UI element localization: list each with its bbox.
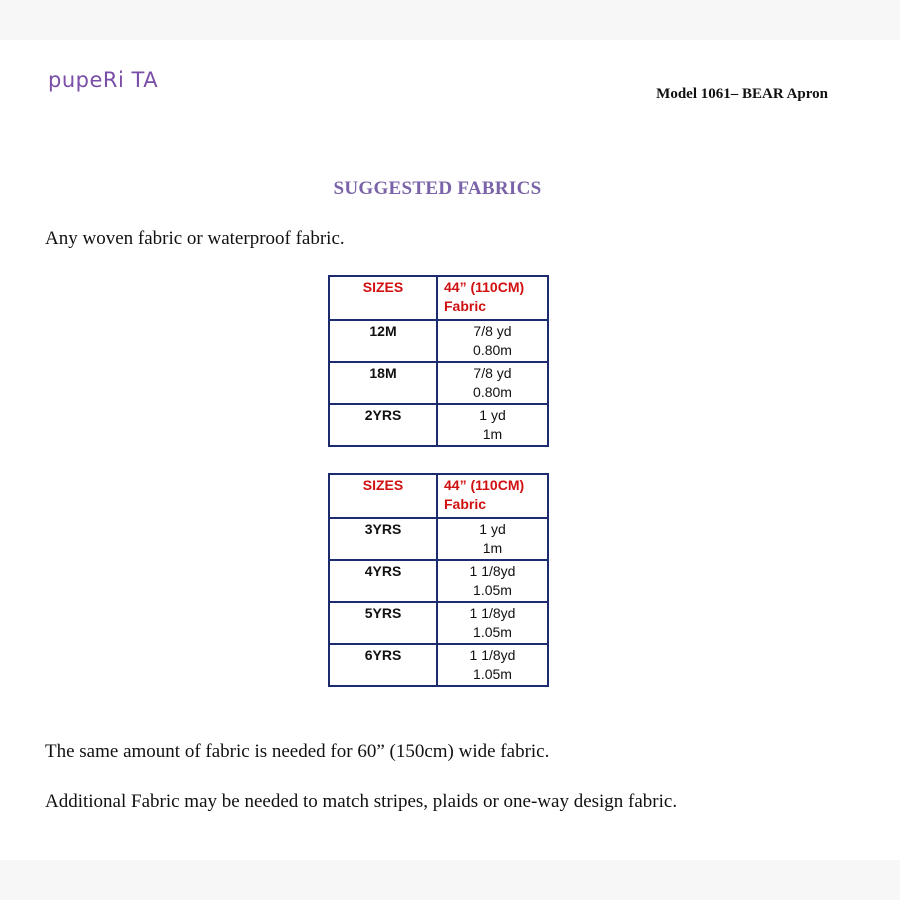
amount-meters: 1m	[482, 540, 503, 556]
size-cell: 4YRS	[329, 560, 437, 602]
wide-fabric-note: The same amount of fabric is needed for 60” (150cm) wide fabric.	[45, 741, 550, 762]
size-cell: 12M	[329, 320, 437, 362]
width-header	[437, 276, 548, 320]
model-title: Model 1061– BEAR Apron	[656, 86, 828, 102]
table-row	[329, 362, 548, 404]
amount-cell	[437, 320, 548, 362]
table-row	[329, 404, 548, 446]
matching-fabric-note: Additional Fabric may be needed to match stripes, plaids or one-way design fabric.	[45, 791, 678, 812]
amount-meters: 0.80m	[473, 384, 512, 400]
table-row	[329, 320, 548, 362]
fabric-table-2	[328, 473, 549, 687]
width-header	[437, 474, 548, 518]
amount-meters: 1.05m	[473, 624, 512, 640]
size-cell: 6YRS	[329, 644, 437, 686]
amount-yards: 1 1/8yd	[469, 605, 516, 621]
amount-yards: 1 yd	[479, 521, 506, 537]
sizes-header: SIZES	[329, 474, 437, 518]
amount-yards: 7/8 yd	[473, 323, 512, 339]
document-page	[0, 40, 900, 860]
width-header-line2: Fabric	[444, 298, 487, 314]
table-row	[329, 560, 548, 602]
amount-meters: 1.05m	[473, 666, 512, 682]
amount-yards: 7/8 yd	[473, 365, 512, 381]
size-cell: 18M	[329, 362, 437, 404]
table-header-row	[329, 276, 548, 320]
amount-cell	[437, 404, 548, 446]
amount-cell	[437, 560, 548, 602]
fabric-table-1	[328, 275, 549, 447]
amount-meters: 1m	[482, 426, 503, 442]
amount-cell	[437, 602, 548, 644]
width-header-line1: 44” (110CM)	[444, 279, 525, 295]
width-header-line1: 44” (110CM)	[444, 477, 525, 493]
amount-yards: 1 1/8yd	[469, 563, 516, 579]
width-header-line2: Fabric	[444, 496, 487, 512]
table-header-row	[329, 474, 548, 518]
amount-yards: 1 1/8yd	[469, 647, 516, 663]
sizes-header: SIZES	[329, 276, 437, 320]
table-row	[329, 602, 548, 644]
amount-meters: 0.80m	[473, 342, 512, 358]
table-row	[329, 644, 548, 686]
size-cell: 2YRS	[329, 404, 437, 446]
amount-meters: 1.05m	[473, 582, 512, 598]
amount-cell	[437, 644, 548, 686]
section-heading: SUGGESTED FABRICS	[333, 178, 542, 199]
size-cell: 3YRS	[329, 518, 437, 560]
brand-logo: pupeRi TA	[48, 68, 159, 92]
intro-text: Any woven fabric or waterproof fabric.	[45, 228, 345, 249]
amount-yards: 1 yd	[479, 407, 506, 423]
size-cell: 5YRS	[329, 602, 437, 644]
amount-cell	[437, 518, 548, 560]
amount-cell	[437, 362, 548, 404]
table-row	[329, 518, 548, 560]
